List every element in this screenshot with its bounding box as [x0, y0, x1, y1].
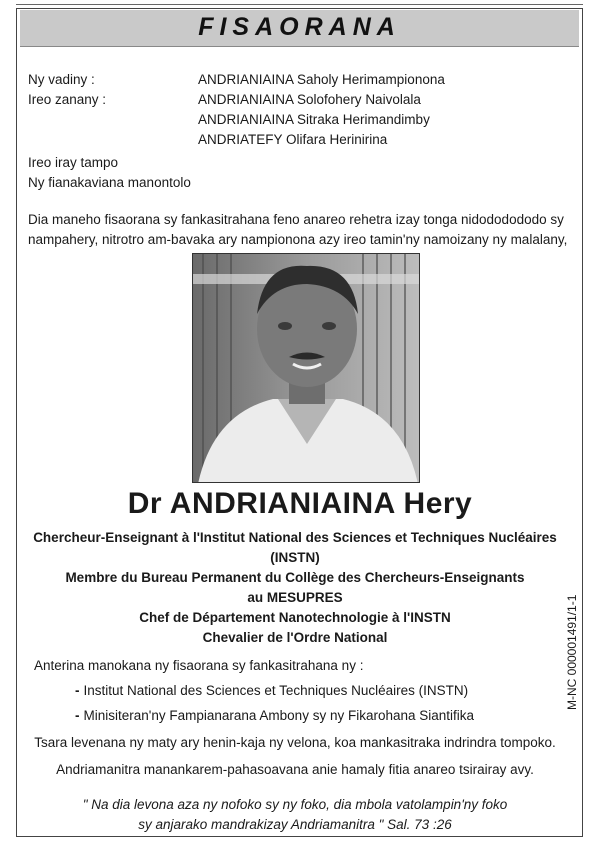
quote-line: " Na dia levona aza ny nofoko sy ny foko, dia mbola vatolampin'ny foko — [82, 797, 508, 812]
portrait-photo — [192, 253, 420, 483]
deceased-name: Dr ANDRIANIAINA Hery — [127, 487, 473, 520]
closing-line: Andriamanitra manankarem-pahasoavana anie hamaly fitia anareo tsirairay avy. — [56, 762, 534, 777]
title-line: Chef de Département Nanotechnologie à l'INSTN — [139, 610, 451, 625]
intro-line: nampahery, nitrotro am-bavaka ary nampionona azy ireo tamin'ny namoizany ny malalany, — [28, 232, 568, 247]
acknowledgement-item — [75, 706, 474, 726]
acknowledgement-lead: Anterina manokana ny fisaorana sy fankasitrahana ny : — [34, 658, 364, 673]
page-title: FISAORANA — [198, 13, 401, 41]
zanany-item: ANDRIANIAINA Solofohery Naivolala — [198, 92, 421, 107]
vadiny-name: ANDRIANIAINA Saholy Herimampionona — [198, 72, 445, 87]
zanany-label: Ireo zanany : — [28, 92, 107, 107]
fianakaviana: Ny fianakaviana manontolo — [28, 175, 191, 190]
bullet-icon: - — [75, 708, 80, 723]
iray-tampo: Ireo iray tampo — [28, 155, 119, 170]
quote-line: sy anjarako mandrakizay Andriamanitra " Sal. 73 :26 — [138, 817, 452, 832]
title-line: au MESUPRES — [247, 590, 343, 605]
closing-line: Tsara levenana ny maty ary henin-kaja ny velona, koa mankasitraka indrindra tompoko. — [34, 735, 556, 750]
top-rule — [16, 0, 583, 5]
header-bar — [20, 10, 579, 47]
bullet-icon: - — [75, 683, 80, 698]
portrait-image — [193, 254, 420, 483]
title-line: Chercheur-Enseignant à l'Institut National des Sciences et Techniques Nucléaires — [33, 530, 557, 545]
intro-line: Dia maneho fisaorana sy fankasitrahana feno anareo rehetra izay tonga nidododododo sy — [28, 212, 564, 227]
reference-code: M-NC 000001491/1-1 — [565, 594, 579, 710]
zanany-item: ANDRIANIAINA Sitraka Herimandimby — [198, 112, 430, 127]
title-line: Membre du Bureau Permanent du Collège des Chercheurs-Enseignants — [65, 570, 525, 585]
title-line: (INSTN) — [270, 550, 320, 565]
acknowledgement-item-text: Institut National des Sciences et Techniques Nucléaires (INSTN) — [83, 683, 469, 698]
acknowledgement-item — [75, 681, 468, 701]
title-line: Chevalier de l'Ordre National — [202, 630, 388, 645]
vadiny-label: Ny vadiny : — [28, 72, 95, 87]
acknowledgement-item-text: Minisiteran'ny Fampianarana Ambony sy ny Fikarohana Siantifika — [83, 708, 475, 723]
zanany-item: ANDRIATEFY Olifara Herinirina — [198, 132, 388, 147]
